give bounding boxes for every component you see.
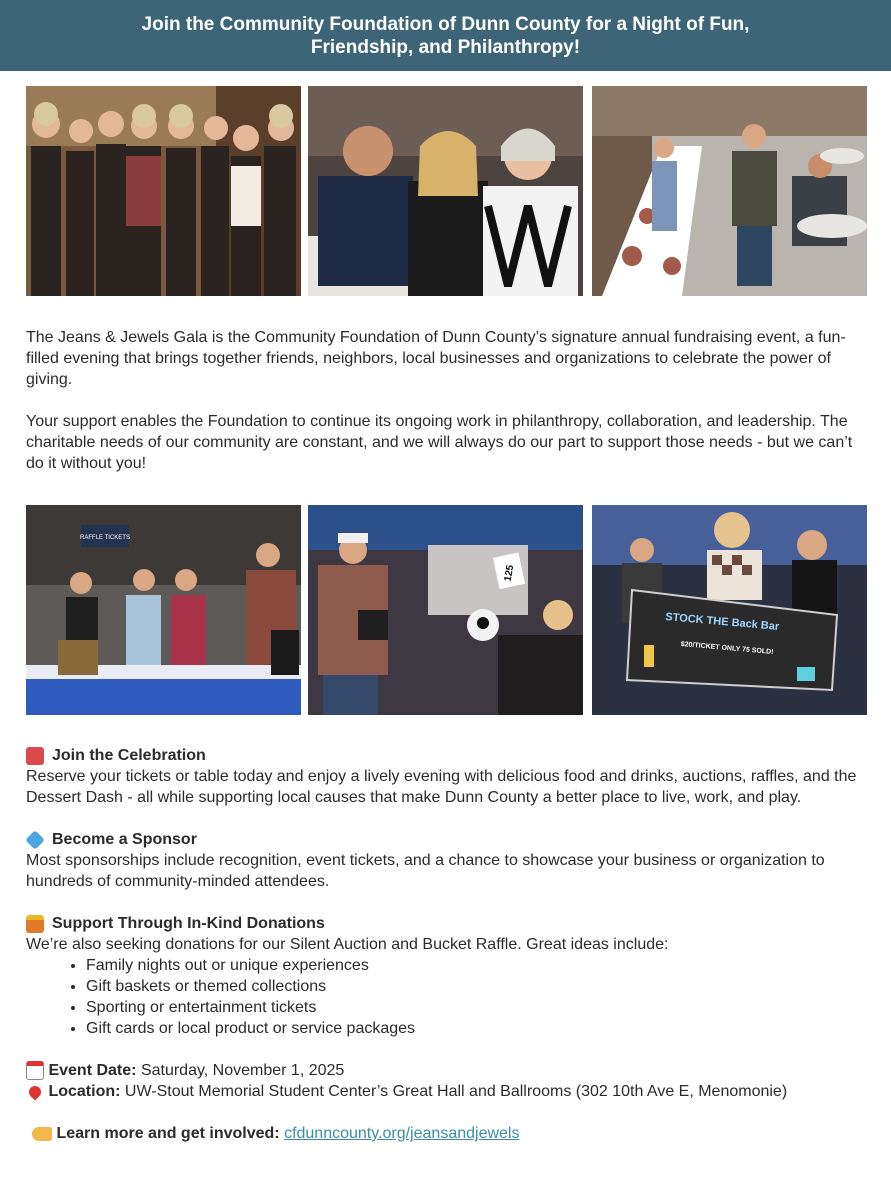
event-location-line [26,1081,866,1102]
cta-label: Learn more and get involved: [56,1125,280,1142]
inkind-body: We’re also seeking donations for our Silent Auction and Bucket Raffle. Great ideas include: [26,936,669,953]
sponsor-body: Most sponsorships include recognition, event tickets, and a chance to showcase your business or organization to hundreds of community-minded attendees. [26,852,825,890]
inkind-title: Support Through In-Kind Donations [52,915,325,932]
cta-line [26,1123,866,1144]
photo-raffle-table [26,505,301,715]
photo-stock-the-bar [592,505,867,715]
event-date-value: Saturday, November 1, 2025 [140,1062,345,1079]
list-item: • Gift cards or local product or service packages [86,1018,866,1039]
header-banner [0,0,891,71]
photo-row-bottom [0,505,891,717]
gem-icon [25,830,45,850]
event-date-label: Event Date: [48,1062,137,1079]
page-title: Join the Community Foundation of Dunn County for a Night of Fun, Friendship, and Philanthropy! [141,13,750,58]
list-item: • Family nights out or unique experiences [86,955,866,976]
calendar-icon [26,1061,44,1080]
event-details [26,1060,866,1102]
list-item: • Gift baskets or themed collections [86,976,866,997]
sponsor-heading [26,829,866,850]
celebration-body: Reserve your tickets or table today and enjoy a lively evening with delicious food and drinks, auctions, raffles, and the Dessert Dash - all while supporting local causes that make Dunn County a better place to live, work, and play. [26,768,857,806]
event-date-line [26,1060,866,1081]
intro-section [26,327,866,474]
event-location-value: UW-Stout Memorial Student Center’s Great Hall and Ballrooms (302 10th Ave E, Menomonie) [124,1083,788,1100]
photo-row-top [0,86,891,298]
paddle-number: 125 [502,564,517,583]
sign-headline: STOCK THE Back Bar [664,611,780,633]
inkind-heading [26,913,866,934]
photo-ballroom-crowd [308,505,583,715]
photo-table-trio [308,86,583,296]
celebration-title: Join the Celebration [52,747,206,764]
photo-women-group [26,86,301,296]
list-item: • Sporting or entertainment tickets [86,997,866,1018]
ticket-icon [26,747,44,765]
event-location-label: Location: [48,1083,121,1100]
pointing-hand-icon [32,1127,52,1141]
intro-paragraph-2: Your support enables the Foundation to continue its ongoing work in philanthropy, collaboration, and leadership. The charitable needs of our community are constant, and we will always do our part to support those needs - but we can’t do it without you! [26,413,853,472]
pin-icon [27,1083,44,1100]
details-section [26,745,866,1144]
cta-link[interactable]: cfdunncounty.org/jeansandjewels [284,1125,520,1142]
gift-icon [26,915,44,933]
raffle-sign-text: RAFFLE TICKETS [80,535,130,541]
photo-dessert-dash [592,86,867,296]
sign-subtext: $20/TICKET ONLY 75 SOLD! [680,640,774,657]
intro-paragraph-1: The Jeans & Jewels Gala is the Community Foundation of Dunn County’s signature annual fundraising event, a fun-filled evening that brings together friends, neighbors, local businesses and organizations to celebrate the power of giving. [26,329,846,388]
sponsor-title: Become a Sponsor [52,831,197,848]
ideas-list [26,955,866,1039]
celebration-heading [26,745,866,766]
